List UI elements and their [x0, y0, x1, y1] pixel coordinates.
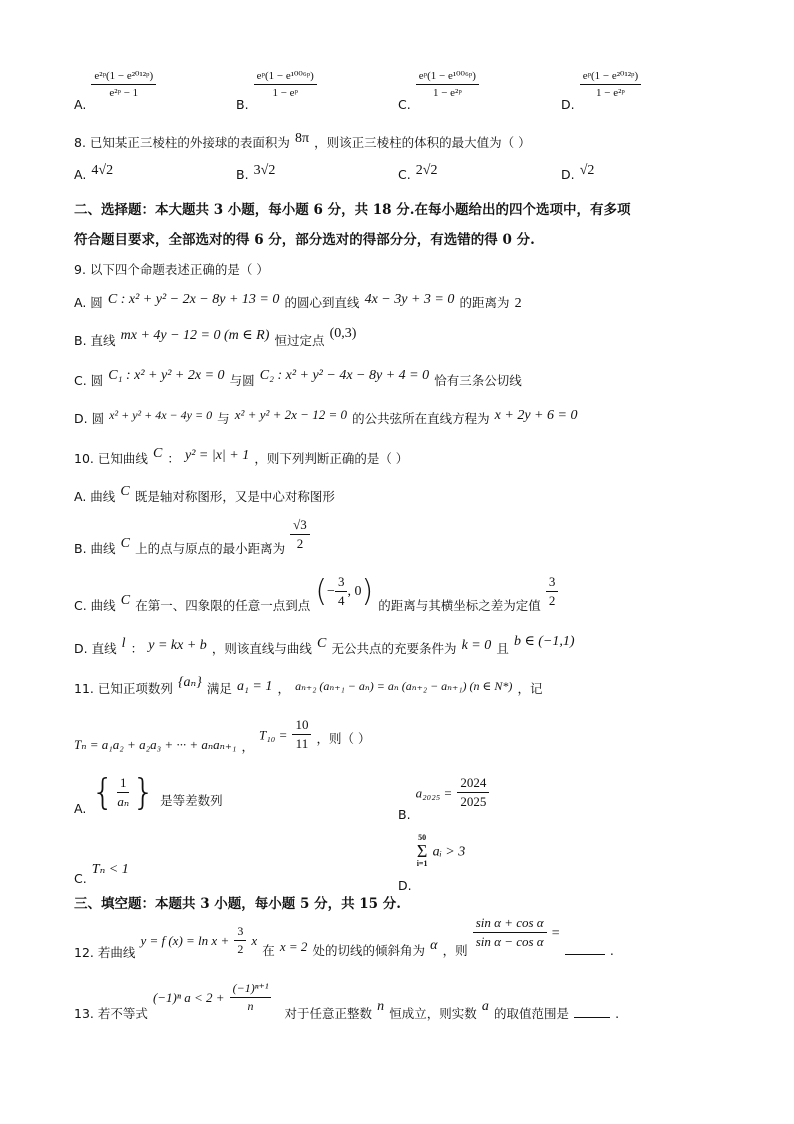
q13: $_{13. 若不等式}$ (−1)ⁿ a < 2 + $\frac{\text{(−1)ⁿ⁺¹}}{n}$ $_{对于任意正整数}$ n $_{恒成立,则实数}$ a $_{的取值范围是}$ $_.$ [74, 981, 620, 1022]
q11-option-b[interactable]: $_{B.}$ a₂₀₂₅ = $\frac{2024}{2025}$ [398, 776, 489, 810]
q8-option-b[interactable]: B. 3√2 [236, 163, 276, 182]
q12: $_{12. 若曲线}$ y = f (x) = ln x + $\frac{3}{2}$ x $_在$ $_{x = 2}$ $_{处的切线的倾斜角为}$ α $_{,则}$ $\frac{\text{sin α + cos α}}{\text{sin α − cos α}}$ = $_.$ [74, 915, 614, 961]
q7-option-c[interactable]: $_{C.}$ $\frac{\text{eᵖ(1 − e¹⁰⁰⁶ᵖ)}}{\text{1 − e²ᵖ}}$ [398, 70, 479, 99]
section-2-heading-line2: 符合题目要求，全部选对的得 6 分，部分选对的得部分分，有选错的得 0 分. [74, 232, 535, 248]
q11-d-summation: 50 Σ i=1 [416, 833, 428, 868]
q10-option-d[interactable]: D. 直线 l ： y = kx + b ，则该直线与曲线 C 无公共点的充要条件为 k = 0 且 b ∈ (−1,1) [74, 634, 575, 656]
q7-option-d-fraction: $\frac{\text{eᵖ(1 − e²⁰¹²ᵖ)}}{\text{1 − e²ᵖ}}$ [580, 70, 641, 99]
q7-option-c-fraction: $\frac{\text{eᵖ(1 − e¹⁰⁰⁶ᵖ)}}{\text{1 − e²ᵖ}}$ [416, 70, 479, 99]
q9-option-d[interactable]: D. 圆 $^{x^2 + y^2 + 4x - 4y = 0}$ 与 $^{x^2 + y^2 + 2x - 12 = 0}$ 的公共弦所在直线方程为 x + 2y + 6 = 0 [74, 407, 578, 426]
q12-answer-blank[interactable] [565, 953, 605, 955]
q11-option-a[interactable]: $_{A.}$ { $\frac{1}{\text{aₙ}}$ } $_{是等差数列}$ [74, 772, 223, 816]
q13-answer-blank[interactable] [574, 1016, 610, 1018]
q10-option-c[interactable]: $_{C. 曲线}$ C $_{在第一、四象限的任意一点到点}$ ( − $\frac{3}{4}$ , 0 ) $_{的距离与其横坐标之差为定值}$ $\frac{3}{2}$ [74, 574, 558, 609]
q8-option-d[interactable]: D. √2 [561, 163, 595, 182]
q11-b-fraction: $\frac{2024}{2025}$ [457, 776, 489, 810]
q7-option-a-fraction: $\frac{\text{e²ᵖ(1 − e²⁰¹²ᵖ)}}{\text{e²ᵖ − 1}}$ [91, 70, 156, 99]
section-3-heading: 三、填空题：本题共 3 小题，每小题 5 分，共 15 分. [74, 896, 401, 912]
q11-stem: 11. 已知正项数列 {aₙ} 满足 a₁ = 1 ， aₙ₊₂ (aₙ₊₁ − aₙ) = aₙ (aₙ₊₂ − aₙ₊₁) (n ∈ N*) ，记 [74, 675, 543, 696]
q10-option-b[interactable]: $_{B. 曲线}$ C $_{上的点与原点的最小距离为}$ $\frac{√3}{2}$ [74, 518, 310, 552]
q11-t10-fraction: $\frac{10}{11}$ [292, 718, 311, 752]
q10-option-a[interactable]: A. 曲线 C 既是轴对称图形，又是中心对称图形 [74, 484, 335, 504]
q11-option-c[interactable]: $_{C.}$ Tₙ < 1 [74, 862, 129, 886]
q9-option-a[interactable]: A. 圆 C : x² + y² − 2x − 8y + 13 = 0 的圆心到直线 4x − 3y + 3 = 0 的距离为 2 [74, 292, 522, 311]
q13-fraction: $\frac{\text{(−1)ⁿ⁺¹}}{n}$ [230, 982, 272, 1013]
q10-c-point: ( − $\frac{3}{4}$ , 0 ) [315, 573, 374, 609]
q12-fraction: $\frac{\text{sin α + cos α}}{\text{sin α − cos α}}$ [473, 916, 547, 950]
q11-a-fraction: $\frac{1}{\text{aₙ}}$ [117, 774, 130, 809]
q10-c-fraction: $\frac{3}{2}$ [546, 575, 559, 609]
q8-option-c[interactable]: C. 2√2 [398, 163, 438, 182]
q7-option-b-fraction: $\frac{\text{eᵖ(1 − e¹⁰⁰⁶ᵖ)}}{\text{1 − eᵖ}}$ [254, 70, 317, 99]
q9-stem: 9. 以下四个命题表述正确的是（ ） [74, 262, 269, 277]
q8-option-a[interactable]: A. 4√2 [74, 163, 114, 182]
q7-option-a[interactable]: $_{A.}$ $\frac{\text{e²ᵖ(1 − e²⁰¹²ᵖ)}}{\text{e²ᵖ − 1}}$ [74, 70, 156, 99]
q10-b-fraction: $\frac{√3}{2}$ [290, 518, 310, 552]
q7-option-d[interactable]: $_{D.}$ $\frac{\text{eᵖ(1 − e²⁰¹²ᵖ)}}{\text{1 − e²ᵖ}}$ [561, 70, 641, 99]
q11-line2: $_{T_n = a_1a_2 + a_2a_3 + \cdot\cdot\cdot + a_na_{n+1}}$ $_,$ T₁₀ = $\frac{10}{11}$ $_{,则( )}$ [74, 717, 371, 755]
q11-option-d[interactable]: $_{D.}$ 50 Σ i=1 aᵢ > 3 [398, 833, 466, 893]
q10-stem: 10. 已知曲线 C ： y² = |x| + 1 ，则下列判断正确的是（ ） [74, 446, 409, 466]
q9-option-b[interactable]: B. 直线 mx + 4y − 12 = 0 (m ∈ R) 恒过定点 (0,3) [74, 326, 357, 348]
q7-option-b[interactable]: $_{B.}$ $\frac{\text{eᵖ(1 − e¹⁰⁰⁶ᵖ)}}{\text{1 − eᵖ}}$ [236, 70, 317, 99]
section-2-heading-line1: 二、选择题：本大题共 3 小题，每小题 6 分，共 18 分.在每小题给出的四个选项中，有多项 [74, 202, 631, 218]
q8-stem: 8. 已知某正三棱柱的外接球的表面积为 8π ，则该正三棱柱的体积的最大值为（ ） [74, 131, 531, 150]
q9-option-c[interactable]: C. 圆 C₁ : x² + y² + 2x = 0 与圆 C₂ : x² + y² − 4x − 8y + 4 = 0 恰有三条公切线 [74, 368, 522, 388]
